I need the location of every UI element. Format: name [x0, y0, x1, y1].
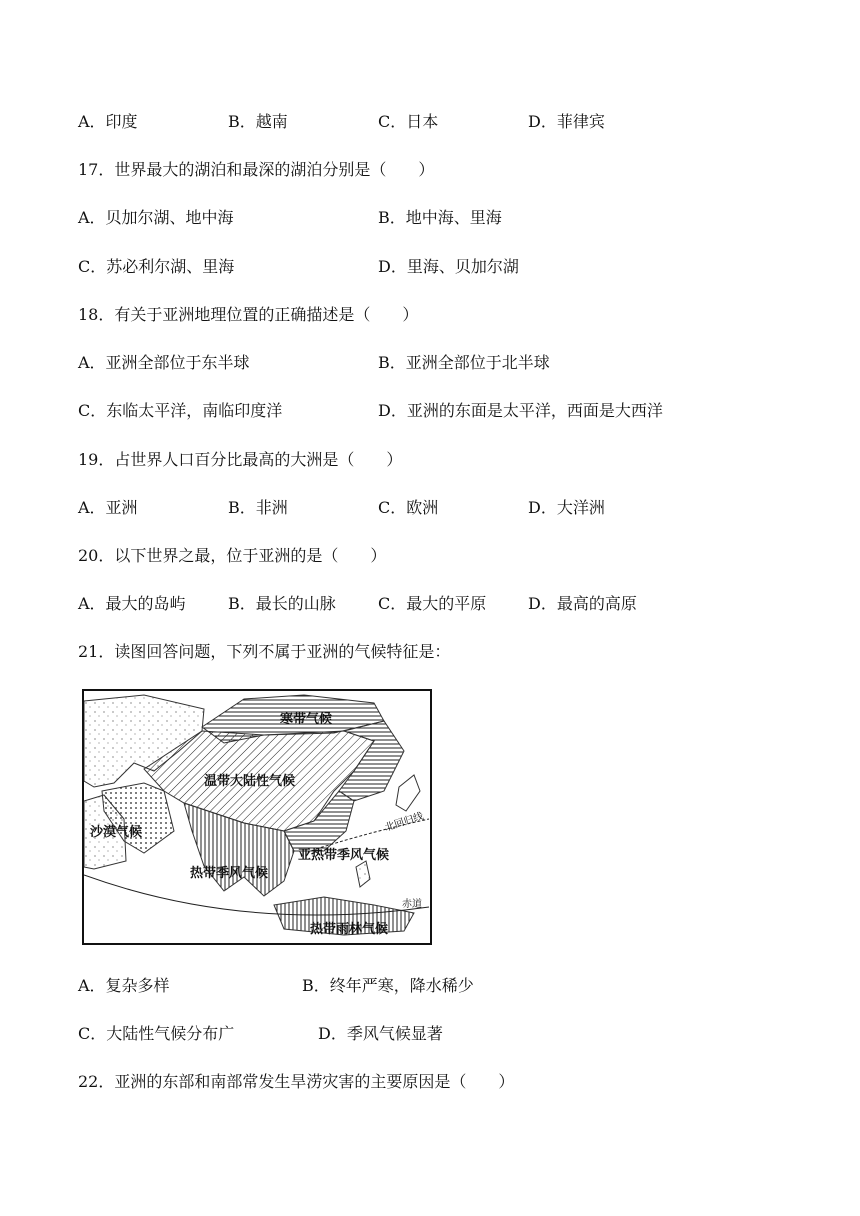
q20-stem: 20．以下世界之最，位于亚洲的是（ ） — [78, 546, 387, 565]
q18-option-b: B．亚洲全部位于北半球 — [378, 353, 550, 372]
q20-option-a: A．最大的岛屿 — [78, 594, 186, 613]
q17-option-b: B．地中海、里海 — [378, 208, 502, 227]
q21-option-d: D．季风气候显著 — [318, 1024, 443, 1043]
q17-option-d: D．里海、贝加尔湖 — [378, 257, 519, 276]
q18-stem: 18．有关于亚洲地理位置的正确描述是（ ） — [78, 305, 419, 324]
label-tropic-line: 北回归线 — [383, 811, 425, 834]
q19-option-d: D．大洋洲 — [528, 498, 605, 517]
q20-option-d: D．最高的高原 — [528, 594, 637, 613]
q16-option-a: A．印度 — [78, 112, 138, 131]
q16-option-c: C．日本 — [378, 112, 439, 131]
q20-option-b: B．最长的山脉 — [228, 594, 336, 613]
label-tropical-rainforest: 热带雨林气候 — [310, 922, 389, 937]
q22-stem: 22．亚洲的东部和南部常发生旱涝灾害的主要原因是（ ） — [78, 1072, 515, 1091]
philippines — [356, 861, 370, 887]
q16-option-d: D．菲律宾 — [528, 112, 605, 131]
label-tropical-monsoon: 热带季风气候 — [190, 866, 269, 881]
q18-option-a: A．亚洲全部位于东半球 — [78, 353, 250, 372]
label-subtropical-monsoon: 亚热带季风气候 — [298, 848, 390, 863]
q21-stem: 21．读图回答问题，下列不属于亚洲的气候特征是： — [78, 642, 451, 661]
q19-option-c: C．欧洲 — [378, 498, 439, 517]
q19-option-b: B．非洲 — [228, 498, 288, 517]
asia-climate-map — [82, 689, 432, 945]
q21-option-b: B．终年严寒，降水稀少 — [302, 976, 474, 995]
label-desert: 沙漠气候 — [90, 825, 143, 840]
q19-stem: 19．占世界人口百分比最高的大洲是（ ） — [78, 450, 403, 469]
q17-option-a: A．贝加尔湖、地中海 — [78, 208, 234, 227]
label-cold: 寒带气候 — [280, 712, 333, 727]
asia-climate-map-svg — [84, 691, 430, 943]
q20-option-c: C．最大的平原 — [378, 594, 487, 613]
label-equator: 赤道 — [402, 899, 422, 910]
japan — [396, 775, 420, 811]
label-temperate-continental: 温带大陆性气候 — [204, 774, 296, 789]
q17-stem: 17．世界最大的湖泊和最深的湖泊分别是（ ） — [78, 160, 435, 179]
q21-option-a: A．复杂多样 — [78, 976, 170, 995]
q18-option-d: D．亚洲的东面是太平洋，西面是大西洋 — [378, 401, 663, 420]
q21-option-c: C．大陆性气候分布广 — [78, 1024, 235, 1043]
q19-option-a: A．亚洲 — [78, 498, 138, 517]
q18-option-c: C．东临太平洋，南临印度洋 — [78, 401, 283, 420]
q17-option-c: C．苏必利尔湖、里海 — [78, 257, 235, 276]
q16-option-b: B．越南 — [228, 112, 288, 131]
